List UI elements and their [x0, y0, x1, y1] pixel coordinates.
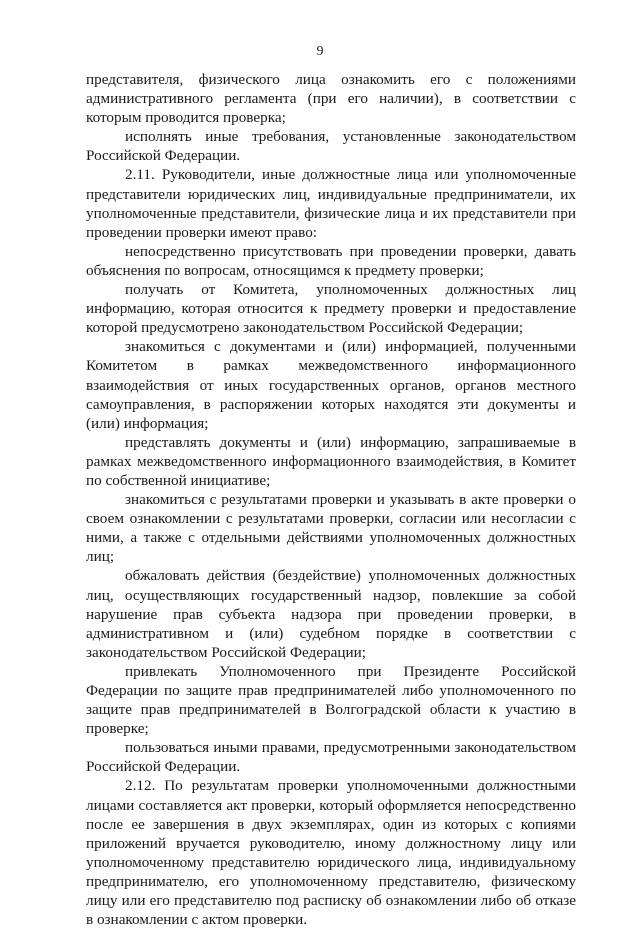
- paragraph: знакомиться с документами и (или) информацией, полученными Комитетом в рамках межведомственного информационного взаимодействия от иных государственных органов, органов местного самоуправления, в распоряжении которых находятся эти документы и (или) информация;: [86, 338, 576, 432]
- paragraph: знакомиться с результатами проверки и указывать в акте проверки о своем ознакомлении с результатами проверки, согласии или несогласии с ними, а также с отдельными действиями уполномоченных должностных лиц;: [86, 491, 576, 566]
- paragraph: привлекать Уполномоченного при Президенте Российской Федерации по защите прав предпринимателей либо уполномоченного по защите прав предпринимателей в Волгоградской области к участию в проверке;: [86, 662, 576, 738]
- paragraph: непосредственно присутствовать при проведении проверки, давать объяснения по вопросам, относящимся к предмету проверки;: [86, 242, 576, 279]
- paragraph: представлять документы и (или) информацию, запрашиваемые в рамках межведомственного информационного взаимодействия, в Комитет по собственной инициативе;: [86, 433, 576, 489]
- document-body: [86, 70, 576, 929]
- paragraph: обжаловать действия (бездействие) уполномоченных должностных лиц, осуществляющих государственный надзор, повлекшие за собой нарушение прав субъекта надзора при проведении проверки, в административном и (или) судебном порядке в соответствии с законодательством Российской Федерации;: [86, 567, 576, 661]
- paragraph: 2.12. По результатам проверки уполномоченными должностными лицами составляется акт проверки, который оформляется непосредственно после ее завершения в двух экземплярах, один из которых с копиями приложений вручается руководителю, иному должностному лицу или уполномоченному представителю юридического лица, индивидуальному предпринимателю, его уполномоченному представителю, физическому лицу или его представителю под расписку об ознакомлении либо об отказе в ознакомлении с актом проверки.: [86, 777, 576, 929]
- paragraph: 2.11. Руководители, иные должностные лица или уполномоченные представители юридических лиц, индивидуальные предприниматели, их уполномоченные представители, физические лица и их представители при проведении проверки имеют право:: [86, 166, 576, 241]
- paragraph: исполнять иные требования, установленные законодательством Российской Федерации.: [86, 128, 576, 165]
- page-number: 9: [316, 44, 324, 59]
- paragraph: получать от Комитета, уполномоченных должностных лиц информацию, которая относится к предмету проверки и предоставление которой предусмотрено законодательством Российской Федерации;: [86, 281, 576, 337]
- paragraph: пользоваться иными правами, предусмотренными законодательством Российской Федерации.: [86, 739, 576, 776]
- paragraph: представителя, физического лица ознакомить его с положениями административного регламента (при его наличии), в соответствии с которым проводится проверка;: [86, 71, 576, 127]
